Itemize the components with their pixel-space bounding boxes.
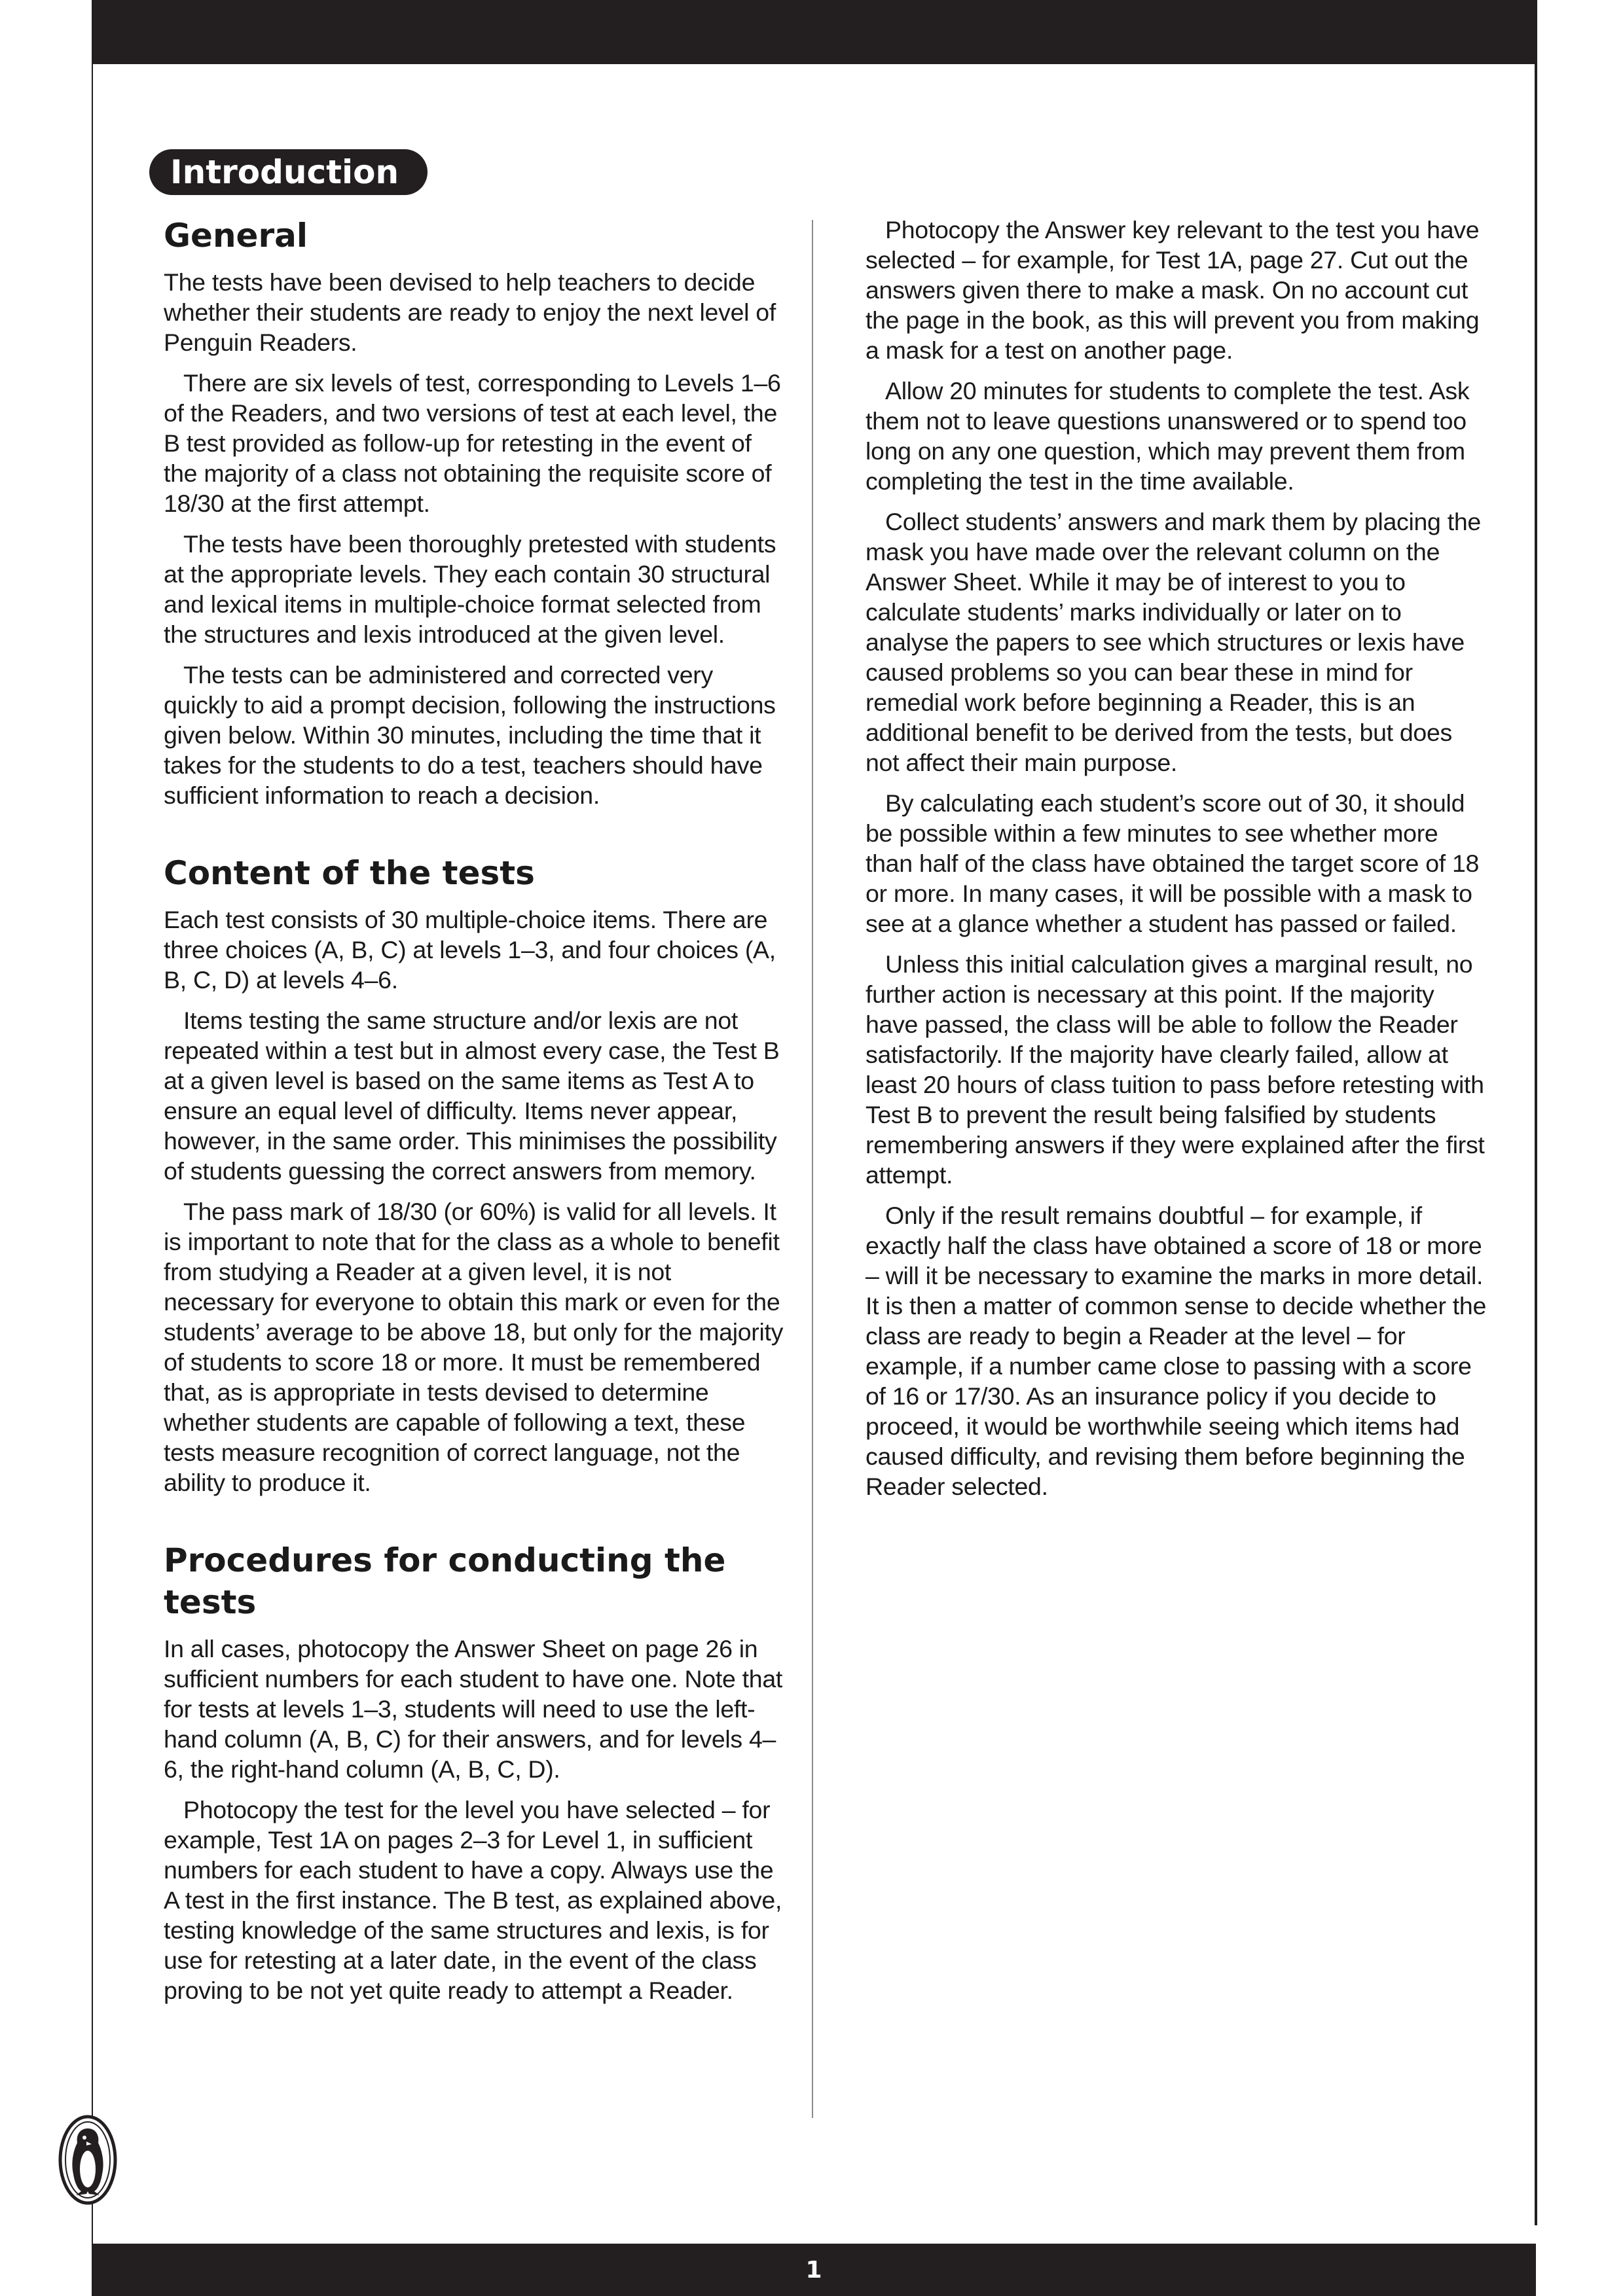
paragraph: The pass mark of 18/30 (or 60%) is valid for all levels. It is important to note that for the class as a whole to benefit from studying a Reader at a given level, it is not necessary for everyone to obtain this mark or even for the students’ average to be above 18, but only for the majority of students to score 18 or more. It must be remembered that, as is appropriate in tests devised to determine whether students are capable of following a text, these tests measure recognition of correct language, not the ability to produce it. [164,1198,784,1496]
section-label: Introduction [149,149,428,195]
paragraph: Each test consists of 30 multiple-choice items. There are three choices (A, B, C) at levels 1–3, and four choices (A, B, C, D) at levels 4–6. [164,906,776,994]
bottom-bar [92,2244,1536,2296]
paragraph: Items testing the same structure and/or lexis are not repeated within a test but in almost every case, the Test B at a given level is based on the same items as Test A to ensure an equal level of difficulty. Items never appear, however, in the same order. This minimises the possibility of students guessing the correct answers from memory. [164,1007,780,1185]
paragraph: Photocopy the Answer key relevant to the test you have selected – for example, for Test 1A, page 27. Cut out the answers given there to make a mask. On no account cut the page in the book, as this will prevent you from making a mask for a test on another page. [866,216,1480,364]
paragraph: The tests have been thoroughly pretested with students at the appropriate levels. They each contain 30 structural and lexical items in multiple-choice format selected from the structures and lexis introduced at the given level. [164,530,776,648]
top-bar [92,0,1536,64]
penguin-logo-icon [58,2114,118,2206]
paragraph: Photocopy the test for the level you have selected – for example, Test 1A on pages 2–3 for Level 1, in sufficient numbers for each student to have a copy. Always use the A test in the first instance. The B test, as explained above, testing knowledge of the same structures and lexis, is for use for retesting at a later date, in the event of the class proving to be not yet quite ready to attempt a Reader. [164,1796,782,2004]
paragraph: Allow 20 minutes for students to complete the test. Ask them not to leave questions unanswered or to spend too long on any one question, which may prevent them from completing the test in the time available. [866,377,1470,495]
paragraph: There are six levels of test, corresponding to Levels 1–6 of the Readers, and two versions of test at each level, the B test provided as follow-up for retesting in the event of the majority of a class not obtaining the requisite score of 18/30 at the first attempt. [164,369,781,517]
right-column [866,215,1487,1512]
page-frame-left [92,64,93,2244]
paragraph: The tests can be administered and corrected very quickly to aid a prompt decision, following the instructions given below. Within 30 minutes, including the time that it takes for the students to do a test, teachers should have sufficient information to reach a decision. [164,661,776,809]
heading-procedures: Procedures for conducting the tests [164,1541,726,1621]
paragraph: Unless this initial calculation gives a marginal result, no further action is necessary at this point. If the majority have passed, the class will be able to follow the Reader satisfactorily. If the majority have clearly failed, allow at least 20 hours of class tuition to pass before retesting with Test B to prevent the result being falsified by students remembering answers if they were explained after the first attempt. [866,950,1485,1189]
left-column [164,215,786,2016]
heading-general: General [164,217,308,255]
paragraph: The tests have been devised to help teachers to decide whether their students are ready to enjoy the next level of Penguin Readers. [164,268,776,356]
paragraph: By calculating each student’s score out of 30, it should be possible within a few minutes to see whether more than half of the class have obtained the target score of 18 or more. In many cases, it will be possible with a mask to see at a glance whether a student has passed or failed. [866,789,1480,937]
paragraph: Collect students’ answers and mark them by placing the mask you have made over the relevant column on the Answer Sheet. While it may be of interest to you to calculate students’ marks individually or later on to analyse the papers to see which structures or lexis have caused problems so you can bear these in mind for remedial work before beginning a Reader, this is an additional benefit to be derived from the tests, but does not affect their main purpose. [866,508,1481,776]
paragraph: Only if the result remains doubtful – for example, if exactly half the class have obtained a score of 18 or more – will it be necessary to examine the marks in more detail. It is then a matter of common sense to decide whether the class are ready to begin a Reader at the level – for example, if a number came close to passing with a score of 16 or 17/30. As an insurance policy if you decide to proceed, it would be worthwhile seeing which items had caused difficulty, and revising them before beginning the Reader selected. [866,1202,1486,1500]
page-number: 1 [805,2256,822,2284]
paragraph: In all cases, photocopy the Answer Sheet on page 26 in sufficient numbers for each student to have one. Note that for tests at levels 1–3, students will need to use the left-hand column (A, B, C) for their answers, and for levels 4–6, the right-hand column (A, B, C, D). [164,1635,783,1783]
page-frame-right [1535,0,1537,2225]
column-divider [812,220,813,2118]
heading-content: Content of the tests [164,854,535,892]
